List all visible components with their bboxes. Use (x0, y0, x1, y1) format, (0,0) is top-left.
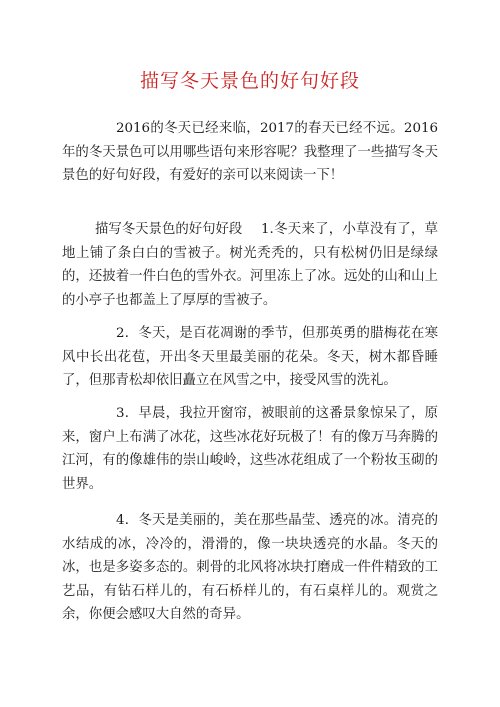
item-text-1: 1.冬天来了，小草没有了，草地上铺了条白白的雪被子。树光秃秃的，只有松树仍旧是绿绿的，还披着一件白色的雪外衣。河里冻上了冰。远处的山和山上的小亭子也都盖上了厚厚的雪被子。 (62, 222, 438, 308)
item-paragraph-3: 3．早晨，我拉开窗帘，被眼前的这番景象惊呆了，原来，窗户上布满了冰花，这些冰花好玩极了！有的像万马奔腾的江河，有的像雄伟的崇山峻岭，这些冰花组成了一个粉妆玉砌的世界。 (62, 406, 438, 492)
section-heading: 描写冬天景色的好句好段 (95, 222, 243, 237)
document-title: 描写冬天景色的好句好段 (139, 70, 360, 92)
item-paragraph-1 (62, 218, 438, 312)
item-paragraph-4: 4．冬天是美丽的，美在那些晶莹、透亮的冰。清亮的水结成的冰，冷冷的，滑滑的，像一块块透亮的水晶。冬天的冰，也是多姿多态的。刺骨的北风将冰块打磨成一件件精致的工艺品，有钻石样儿的，有石桥样儿的，有石桌样儿的。观赏之余，你便会感叹大自然的奇异。 (62, 513, 438, 623)
intro-paragraph: 2016的冬天已经来临，2017的春天已经不远。2016年的冬天景色可以用哪些语句来形容呢？我整理了一些描写冬天景色的好句好段，有爱好的亲可以来阅读一下！ (62, 121, 438, 184)
item-paragraph-2: 2．冬天，是百花凋谢的季节，但那英勇的腊梅花在寒风中长出花苞，开出冬天里最美丽的花朵。冬天，树木都昏睡了，但那青松却依旧矗立在风雪之中，接受风雪的洗礼。 (62, 326, 438, 389)
